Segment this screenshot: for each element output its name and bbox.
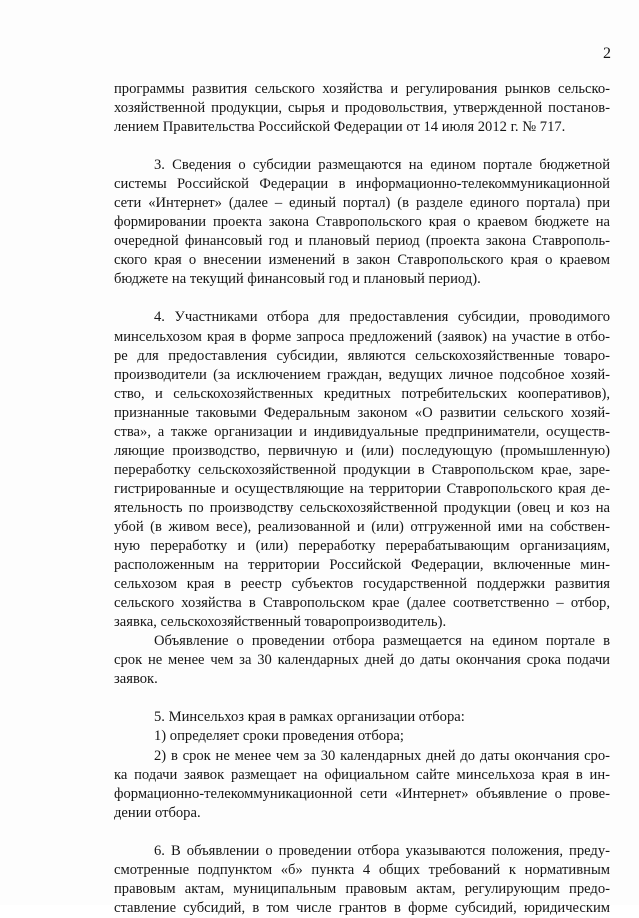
- text-line: сети «Интернет» (далее – единый портал) (в разделе единого портала) при: [114, 195, 610, 212]
- text-line: ство, и сельскохозяйственных кредитных потребительских кооперативов),: [114, 385, 610, 402]
- text-line: минсельхозом края в форме запроса предложений (заявок) на участие в отбо-: [114, 328, 610, 345]
- text-line: производители (за исключением граждан, ведущих личное подсобное хозяй-: [114, 366, 610, 383]
- text-line: 4. Участниками отбора для предоставления субсидии, проводимого: [154, 309, 610, 326]
- text-line: переработку сельскохозяйственной продукции в Ставропольском крае, заре-: [114, 461, 610, 478]
- paragraph: [114, 80, 610, 137]
- text-line: дении отбора.: [114, 804, 201, 821]
- text-line: 5. Минсельхоз края в рамках организации отбора:: [154, 709, 465, 726]
- text-line: очередной финансовый год и плановый период (проекта закона Ставрополь-: [114, 233, 610, 250]
- text-line: смотренные подпунктом «б» пункта 4 общих требований к нормативным: [114, 861, 610, 878]
- paragraph-gap: [114, 823, 610, 842]
- paragraph: [114, 308, 610, 689]
- text-line: 6. В объявлении о проведении отбора указываются положения, преду-: [154, 842, 610, 859]
- text-line: ка подачи заявок размещает на официальном сайте минсельхоза края в ин-: [114, 766, 610, 783]
- text-line: ляющие производство, первичную и (или) последующую (промышленную): [114, 442, 610, 459]
- text-line: срок не менее чем за 30 календарных дней до даты окончания срока подачи: [114, 652, 610, 669]
- text-line: правовым актам, муниципальным правовым актам, регулирующим предо-: [114, 880, 610, 897]
- text-line: сельского хозяйства в Ставропольском крае (далее соответственно – отбор,: [114, 595, 610, 612]
- text-line: расположенным на территории Российской Федерации, включенные мин-: [114, 557, 610, 574]
- paragraph-gap: [114, 689, 610, 708]
- paragraph: [114, 156, 610, 289]
- text-line: заявка, сельскохозяйственный товаропроизводитель).: [114, 614, 447, 631]
- text-line: 3. Сведения о субсидии размещаются на едином портале бюджетной: [154, 157, 610, 174]
- page-number: 2: [603, 45, 611, 62]
- paragraph: [114, 842, 610, 918]
- text-line: формировании проекта закона Ставропольского края о краевом бюджете на: [114, 214, 610, 231]
- text-line: 1) определяет сроки проведения отбора;: [154, 728, 404, 745]
- text-line: заявок.: [114, 671, 158, 688]
- text-line: формационно-телекоммуникационной сети «Интернет» объявление о прове-: [114, 785, 610, 802]
- document-body: [114, 80, 610, 918]
- text-line: ре для предоставления субсидии, являются сельскохозяйственные товаро-: [114, 347, 610, 364]
- text-line: ную переработку и (или) переработку перерабатывающим организациям,: [114, 538, 610, 555]
- text-line: ства», а также организации и индивидуальные предприниматели, осуществ-: [114, 423, 610, 440]
- text-line: программы развития сельского хозяйства и регулирования рынков сельско-: [114, 81, 610, 97]
- text-line: хозяйственной продукции, сырья и продовольствия, утвержденной постанов-: [114, 100, 610, 117]
- text-line: ставление субсидий, в том числе грантов в форме субсидий, юридическим: [114, 899, 610, 916]
- paragraph-gap: [114, 289, 610, 308]
- text-line: системы Российской Федерации в информационно-телекоммуникационной: [114, 176, 610, 193]
- text-line: гистрированные и осуществляющие на территории Ставропольского края де-: [114, 480, 610, 497]
- text-line: признанные таковыми Федеральным законом «О развитии сельского хозяй-: [114, 404, 610, 421]
- text-line: Объявление о проведении отбора размещается на едином портале в: [154, 633, 610, 650]
- text-line: убой (в живом весе), реализованной и (или) отгруженной ими на собствен-: [114, 518, 610, 535]
- paragraph-gap: [114, 137, 610, 156]
- text-line: ятельность по производству сельскохозяйственной продукции (овец и коз на: [114, 499, 610, 516]
- text-line: ского края о внесении изменений в закон Ставропольского края о краевом: [114, 252, 610, 269]
- text-line: 2) в срок не менее чем за 30 календарных дней до даты окончания сро-: [154, 747, 610, 764]
- paragraph: [114, 708, 610, 822]
- text-line: лением Правительства Российской Федерации от 14 июля 2012 г. № 717.: [114, 119, 566, 136]
- text-line: сельхозом края в реестр субъектов государственной поддержки развития: [114, 576, 610, 593]
- text-line: бюджете на текущий финансовый год и плановый период).: [114, 271, 481, 288]
